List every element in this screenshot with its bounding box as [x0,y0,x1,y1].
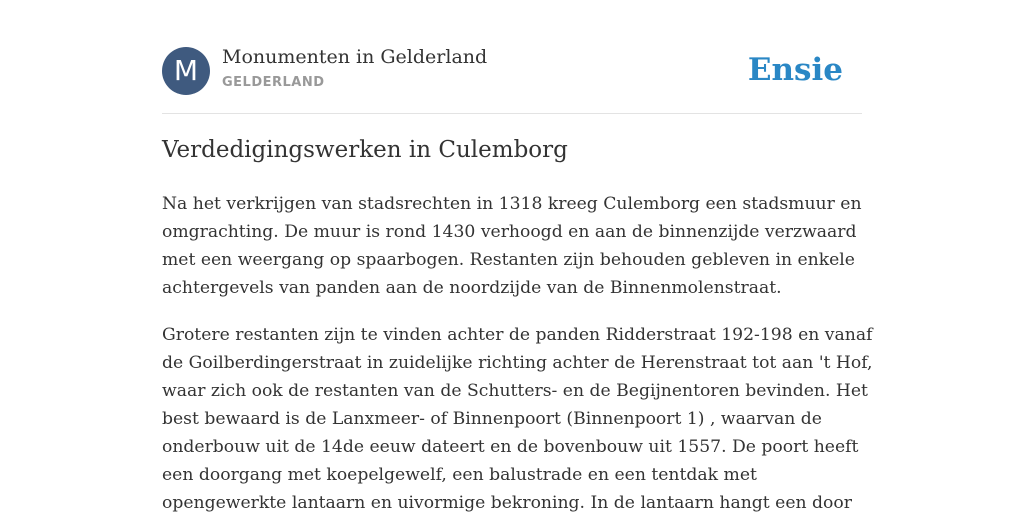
paragraph-line: Na het verkrijgen van stadsrechten in 1318 kreeg Culemborg een stadsmuur en [162,194,862,214]
paragraph-line: onderbouw uit de 14de eeuw dateert en de bovenbouw uit 1557. De poort heeft [162,437,859,457]
divider [162,113,862,114]
article-title: Verdedigingswerken in Culemborg [162,137,568,163]
paragraph-line: met een weergang op spaarbogen. Restanten zijn behouden gebleven in enkele [162,250,855,270]
paragraph-line: een doorgang met koepelgewelf, een balustrade en een tentdak met [162,465,757,485]
ensie-logo[interactable]: Ensie [747,52,843,88]
paragraph-line: omgrachting. De muur is rond 1430 verhoogd en aan de binnenzijde verzwaard [162,222,857,242]
avatar[interactable]: M [162,47,210,95]
paragraph-line: achtergevels van panden aan de noordzijde van de Binnenmolenstraat. [162,278,782,298]
site-title[interactable]: Monumenten in Gelderland [222,46,488,68]
paragraph-line: de Goilberdingerstraat in zuidelijke richting achter de Herenstraat tot aan 't Hof, [162,353,873,373]
paragraph-line: Grotere restanten zijn te vinden achter de panden Ridderstraat 192-198 en vanaf [162,325,873,345]
header [162,46,862,96]
article-body [162,190,873,512]
paragraph-line: opengewerkte lantaarn en uivormige bekroning. In de lantaarn hangt een door [162,493,852,512]
site-subtitle[interactable]: GELDERLAND [222,75,325,90]
paragraph [162,190,862,302]
paragraph-line: waar zich ook de restanten van de Schutters- en de Begijnentoren bevinden. Het [162,381,868,401]
paragraph-line: best bewaard is de Lanxmeer- of Binnenpoort (Binnenpoort 1) , waarvan de [162,409,822,429]
paragraph [162,321,873,512]
